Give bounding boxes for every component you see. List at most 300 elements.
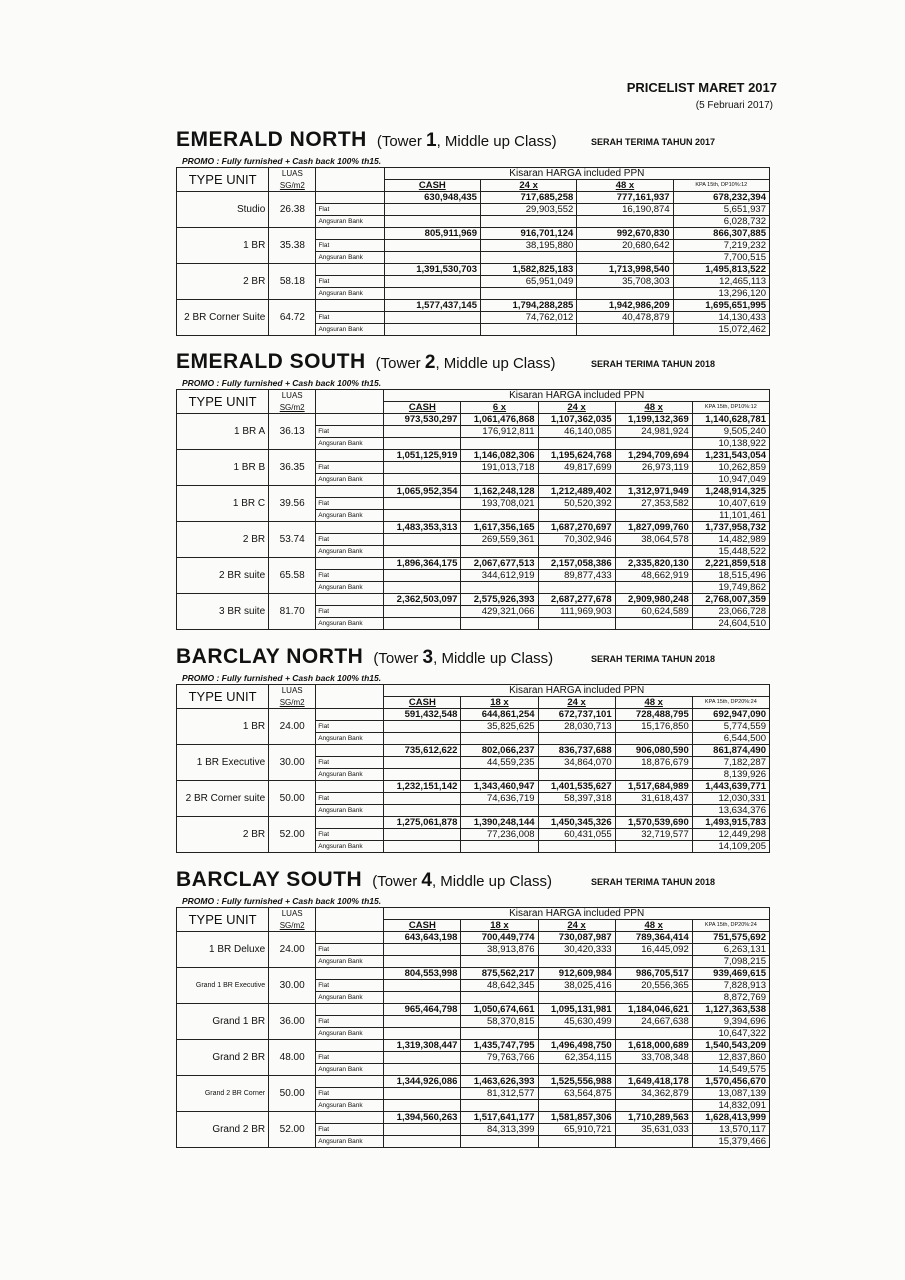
installment-value: 191,013,718 xyxy=(461,462,538,474)
blank-cell xyxy=(615,733,692,745)
blank-cell xyxy=(316,522,384,534)
blank-cell xyxy=(316,781,384,793)
price-value: 1,687,270,697 xyxy=(538,522,615,534)
unit-area: 39.56 xyxy=(269,486,316,522)
flat-label: Flat xyxy=(316,534,384,546)
price-value: 678,232,394 xyxy=(673,192,769,204)
flat-label: Flat xyxy=(316,1052,384,1064)
tower-suffix: , Middle up Class) xyxy=(433,650,554,667)
unit-area: 24.00 xyxy=(269,932,316,968)
installment-value: 20,556,365 xyxy=(615,980,692,992)
flat-label: Flat xyxy=(316,312,384,324)
installment-value: 79,763,766 xyxy=(461,1052,538,1064)
blank-cell xyxy=(384,1136,461,1148)
unit-area: 50.00 xyxy=(269,1076,316,1112)
blank-cell xyxy=(615,992,692,1004)
type-unit-header: TYPE UNIT xyxy=(177,908,269,932)
price-value: 1,195,624,768 xyxy=(538,450,615,462)
installment-value: 28,030,713 xyxy=(538,721,615,733)
price-value: 1,737,958,732 xyxy=(692,522,769,534)
price-row xyxy=(177,1112,770,1124)
price-row xyxy=(177,817,770,829)
type-unit-header: TYPE UNIT xyxy=(177,168,269,192)
tower-suffix: , Middle up Class) xyxy=(436,133,557,150)
blank-cell xyxy=(538,618,615,630)
installment-value: 32,719,577 xyxy=(615,829,692,841)
luas-unit-header: SG/m2 xyxy=(269,180,316,192)
bank-label: Angsuran Bank xyxy=(316,510,384,522)
price-value: 1,827,099,760 xyxy=(615,522,692,534)
blank-cell xyxy=(316,228,384,240)
price-value: 2,362,503,097 xyxy=(384,594,461,606)
installment-value: 40,478,879 xyxy=(577,312,673,324)
promo-text: PROMO : Fully furnished + Cash back 100% th15. xyxy=(182,378,382,388)
installment-value: 65,951,049 xyxy=(480,276,576,288)
section-title xyxy=(176,128,776,156)
installment-value: 10,407,619 xyxy=(692,498,769,510)
blank-cell xyxy=(461,733,538,745)
price-value: 2,067,677,513 xyxy=(461,558,538,570)
installment-value: 193,708,021 xyxy=(461,498,538,510)
bank-label: Angsuran Bank xyxy=(316,805,384,817)
price-row xyxy=(177,1076,770,1088)
price-value: 1,248,914,325 xyxy=(692,486,769,498)
installment-value xyxy=(384,1052,461,1064)
bank-installment-value: 14,549,575 xyxy=(692,1064,769,1076)
price-value: 861,874,490 xyxy=(692,745,769,757)
price-value: 906,080,590 xyxy=(615,745,692,757)
blank-cell xyxy=(538,438,615,450)
price-value: 1,391,530,703 xyxy=(384,264,480,276)
blank-cell xyxy=(538,546,615,558)
payment-column-header: 24 x xyxy=(538,697,615,709)
unit-area: 64.72 xyxy=(269,300,316,336)
price-value: 1,483,353,313 xyxy=(384,522,461,534)
price-value: 836,737,688 xyxy=(538,745,615,757)
payment-column-header: 24 x xyxy=(480,180,576,192)
blank-cell xyxy=(384,1028,461,1040)
installment-value: 176,912,811 xyxy=(461,426,538,438)
blank-cell xyxy=(615,805,692,817)
installment-value: 58,370,815 xyxy=(461,1016,538,1028)
price-value: 866,307,885 xyxy=(673,228,769,240)
payment-column-header: 48 x xyxy=(615,920,692,932)
bank-installment-value: 14,832,091 xyxy=(692,1100,769,1112)
price-row xyxy=(177,1040,770,1052)
installment-value xyxy=(384,204,480,216)
price-value: 1,050,674,661 xyxy=(461,1004,538,1016)
price-value: 630,948,435 xyxy=(384,192,480,204)
bank-label: Angsuran Bank xyxy=(316,324,384,336)
blank-cell xyxy=(316,558,384,570)
unit-type: 2 BR Corner suite xyxy=(177,781,269,817)
price-table xyxy=(176,907,770,1148)
price-value: 1,695,651,995 xyxy=(673,300,769,312)
blank-cell xyxy=(461,474,538,486)
bank-label: Angsuran Bank xyxy=(316,618,384,630)
unit-area: 48.00 xyxy=(269,1040,316,1076)
installment-value xyxy=(384,829,461,841)
price-value: 1,570,456,670 xyxy=(692,1076,769,1088)
payment-column-header: 48 x xyxy=(615,402,692,414)
bank-installment-value: 15,379,466 xyxy=(692,1136,769,1148)
flat-label: Flat xyxy=(316,757,384,769)
unit-area: 24.00 xyxy=(269,709,316,745)
luas-header: LUAS xyxy=(269,390,316,402)
tower-suffix: , Middle up Class) xyxy=(431,873,553,890)
price-value: 2,687,277,678 xyxy=(538,594,615,606)
price-range-header: Kisaran HARGA included PPN xyxy=(384,168,769,180)
installment-value: 29,903,552 xyxy=(480,204,576,216)
price-value: 1,162,248,128 xyxy=(461,486,538,498)
price-row xyxy=(177,709,770,721)
price-value: 643,643,198 xyxy=(384,932,461,944)
bank-installment-value: 13,634,376 xyxy=(692,805,769,817)
installment-value xyxy=(384,1016,461,1028)
tower-suffix: , Middle up Class) xyxy=(435,355,556,372)
blank-cell xyxy=(384,474,461,486)
price-value: 1,517,684,989 xyxy=(615,781,692,793)
unit-type: 1 BR Executive xyxy=(177,745,269,781)
price-section xyxy=(176,350,776,630)
tower-number: 1 xyxy=(426,130,437,151)
blank-cell xyxy=(316,1004,384,1016)
flat-label: Flat xyxy=(316,793,384,805)
bank-installment-value: 10,647,322 xyxy=(692,1028,769,1040)
price-value: 735,612,622 xyxy=(384,745,461,757)
price-row xyxy=(177,1004,770,1016)
unit-type: 1 BR A xyxy=(177,414,269,450)
price-value: 591,432,548 xyxy=(384,709,461,721)
bank-installment-value: 19,749,862 xyxy=(692,582,769,594)
blank-cell xyxy=(461,841,538,853)
price-value: 1,061,476,868 xyxy=(461,414,538,426)
unit-area: 30.00 xyxy=(269,745,316,781)
bank-installment-value: 13,296,120 xyxy=(673,288,769,300)
promo-text: PROMO : Fully furnished + Cash back 100% th15. xyxy=(182,896,382,906)
flat-label: Flat xyxy=(316,1124,384,1136)
installment-value: 30,420,333 xyxy=(538,944,615,956)
blank-cell xyxy=(577,324,673,336)
price-value: 1,713,998,540 xyxy=(577,264,673,276)
price-value: 1,199,132,369 xyxy=(615,414,692,426)
installment-value: 12,837,860 xyxy=(692,1052,769,1064)
bank-installment-value: 7,700,515 xyxy=(673,252,769,264)
installment-value: 13,570,117 xyxy=(692,1124,769,1136)
price-row xyxy=(177,300,770,312)
kpa-column-header: KPA 15th, DP20%:24 xyxy=(692,697,769,709)
blank-cell xyxy=(461,510,538,522)
installment-value: 14,482,989 xyxy=(692,534,769,546)
installment-value: 63,564,875 xyxy=(538,1088,615,1100)
blank-cell xyxy=(615,618,692,630)
blank-cell xyxy=(316,594,384,606)
unit-area: 53.74 xyxy=(269,522,316,558)
price-value: 1,294,709,694 xyxy=(615,450,692,462)
price-value: 751,575,692 xyxy=(692,932,769,944)
bank-installment-value: 15,072,462 xyxy=(673,324,769,336)
flat-label: Flat xyxy=(316,570,384,582)
price-value: 1,525,556,988 xyxy=(538,1076,615,1088)
blank-cell xyxy=(384,733,461,745)
price-value: 912,609,984 xyxy=(538,968,615,980)
blank-cell xyxy=(316,192,384,204)
price-value: 1,394,560,263 xyxy=(384,1112,461,1124)
installment-value: 7,219,232 xyxy=(673,240,769,252)
price-value: 2,157,058,386 xyxy=(538,558,615,570)
installment-value xyxy=(384,793,461,805)
price-value: 1,146,082,306 xyxy=(461,450,538,462)
installment-value: 12,030,331 xyxy=(692,793,769,805)
price-table xyxy=(176,389,770,630)
installment-value xyxy=(384,944,461,956)
installment-value xyxy=(384,240,480,252)
bank-installment-value: 10,138,922 xyxy=(692,438,769,450)
payment-column-header: 48 x xyxy=(577,180,673,192)
installment-value: 89,877,433 xyxy=(538,570,615,582)
price-value: 1,435,747,795 xyxy=(461,1040,538,1052)
bank-label: Angsuran Bank xyxy=(316,216,384,228)
price-value: 644,861,254 xyxy=(461,709,538,721)
installment-value: 34,864,070 xyxy=(538,757,615,769)
blank-cell xyxy=(461,1136,538,1148)
price-value: 672,737,101 xyxy=(538,709,615,721)
header-row xyxy=(177,390,770,402)
installment-value: 34,362,879 xyxy=(615,1088,692,1100)
price-value: 1,493,915,783 xyxy=(692,817,769,829)
unit-area: 52.00 xyxy=(269,1112,316,1148)
price-value: 1,232,151,142 xyxy=(384,781,461,793)
blank-cell xyxy=(538,510,615,522)
blank-cell xyxy=(538,582,615,594)
pricelist-title: PRICELIST MARET 2017 xyxy=(626,80,777,95)
tower-number: 3 xyxy=(422,647,434,668)
blank-cell xyxy=(615,1136,692,1148)
luas-header: LUAS xyxy=(269,685,316,697)
unit-area: 26.38 xyxy=(269,192,316,228)
price-value: 777,161,937 xyxy=(577,192,673,204)
price-row xyxy=(177,264,770,276)
blank-cell xyxy=(615,1028,692,1040)
installment-value: 74,636,719 xyxy=(461,793,538,805)
bank-installment-value: 8,872,769 xyxy=(692,992,769,1004)
unit-area: 50.00 xyxy=(269,781,316,817)
unit-type: 2 BR xyxy=(177,817,269,853)
installment-value: 24,667,638 xyxy=(615,1016,692,1028)
installment-value xyxy=(384,606,461,618)
price-value: 728,488,795 xyxy=(615,709,692,721)
kpa-column-header: KPA 15th, DP10%:12 xyxy=(692,402,769,414)
price-value: 1,344,926,086 xyxy=(384,1076,461,1088)
blank-cell xyxy=(615,1064,692,1076)
installment-value: 15,176,850 xyxy=(615,721,692,733)
flat-label: Flat xyxy=(316,980,384,992)
installment-value xyxy=(384,426,461,438)
tower-info xyxy=(372,870,553,891)
price-value: 1,065,952,354 xyxy=(384,486,461,498)
unit-area: 65.58 xyxy=(269,558,316,594)
handover-year: SERAH TERIMA TAHUN 2018 xyxy=(591,877,716,887)
payment-column-header: 18 x xyxy=(461,920,538,932)
blank-cell xyxy=(615,510,692,522)
installment-value: 24,981,924 xyxy=(615,426,692,438)
tower-prefix: (Tower xyxy=(372,873,422,890)
luas-unit-header: SG/m2 xyxy=(269,920,316,932)
unit-type: 2 BR suite xyxy=(177,558,269,594)
installment-value: 48,662,919 xyxy=(615,570,692,582)
unit-type: 1 BR B xyxy=(177,450,269,486)
price-value: 1,942,986,209 xyxy=(577,300,673,312)
installment-value: 38,025,416 xyxy=(538,980,615,992)
installment-value xyxy=(384,570,461,582)
blank-cell xyxy=(316,709,384,721)
unit-type: 1 BR C xyxy=(177,486,269,522)
blank-cell xyxy=(316,1112,384,1124)
installment-value: 46,140,085 xyxy=(538,426,615,438)
blank-cell xyxy=(384,582,461,594)
blank-header xyxy=(316,168,384,192)
project-name: EMERALD SOUTH xyxy=(176,350,366,373)
installment-value: 77,236,008 xyxy=(461,829,538,841)
installment-value xyxy=(384,498,461,510)
installment-value: 12,465,113 xyxy=(673,276,769,288)
blank-cell xyxy=(615,841,692,853)
tower-info xyxy=(376,130,557,151)
bank-label: Angsuran Bank xyxy=(316,841,384,853)
flat-label: Flat xyxy=(316,498,384,510)
installment-value: 18,515,496 xyxy=(692,570,769,582)
price-row xyxy=(177,594,770,606)
installment-value: 269,559,361 xyxy=(461,534,538,546)
luas-unit-header: SG/m2 xyxy=(269,402,316,414)
bank-installment-value: 10,947,049 xyxy=(692,474,769,486)
bank-installment-value: 8,139,926 xyxy=(692,769,769,781)
blank-cell xyxy=(384,805,461,817)
price-value: 1,570,539,690 xyxy=(615,817,692,829)
blank-cell xyxy=(316,1040,384,1052)
price-value: 2,335,820,130 xyxy=(615,558,692,570)
flat-label: Flat xyxy=(316,1088,384,1100)
price-value: 1,312,971,949 xyxy=(615,486,692,498)
installment-value: 60,624,589 xyxy=(615,606,692,618)
price-row xyxy=(177,486,770,498)
bank-label: Angsuran Bank xyxy=(316,956,384,968)
installment-value: 65,910,721 xyxy=(538,1124,615,1136)
blank-cell xyxy=(615,582,692,594)
promo-text: PROMO : Fully furnished + Cash back 100% th15. xyxy=(182,156,382,166)
blank-header xyxy=(316,908,384,932)
price-value: 804,553,998 xyxy=(384,968,461,980)
installment-value: 84,313,399 xyxy=(461,1124,538,1136)
blank-cell xyxy=(316,1076,384,1088)
payment-column-header: CASH xyxy=(384,402,461,414)
bank-installment-value: 24,604,510 xyxy=(692,618,769,630)
blank-cell xyxy=(461,1100,538,1112)
installment-value: 35,825,625 xyxy=(461,721,538,733)
handover-year: SERAH TERIMA TAHUN 2018 xyxy=(591,654,716,664)
installment-value xyxy=(384,980,461,992)
price-value: 965,464,798 xyxy=(384,1004,461,1016)
header-row xyxy=(177,168,770,180)
blank-cell xyxy=(316,450,384,462)
installment-value: 81,312,577 xyxy=(461,1088,538,1100)
bank-label: Angsuran Bank xyxy=(316,546,384,558)
installment-value xyxy=(384,1088,461,1100)
payment-column-header: 24 x xyxy=(538,402,615,414)
blank-cell xyxy=(538,805,615,817)
price-section xyxy=(176,128,776,336)
flat-label: Flat xyxy=(316,944,384,956)
bank-installment-value: 6,028,732 xyxy=(673,216,769,228)
price-range-header: Kisaran HARGA included PPN xyxy=(384,908,770,920)
section-title xyxy=(176,868,776,896)
price-value: 1,617,356,165 xyxy=(461,522,538,534)
price-value: 1,319,308,447 xyxy=(384,1040,461,1052)
installment-value: 7,182,287 xyxy=(692,757,769,769)
bank-installment-value: 7,098,215 xyxy=(692,956,769,968)
installment-value xyxy=(384,312,480,324)
price-range-header: Kisaran HARGA included PPN xyxy=(384,685,770,697)
bank-label: Angsuran Bank xyxy=(316,1136,384,1148)
section-title xyxy=(176,350,776,378)
installment-value: 62,354,115 xyxy=(538,1052,615,1064)
price-table xyxy=(176,684,770,853)
blank-cell xyxy=(384,216,480,228)
installment-value xyxy=(384,757,461,769)
blank-cell xyxy=(538,1136,615,1148)
installment-value: 33,708,348 xyxy=(615,1052,692,1064)
installment-value: 16,190,874 xyxy=(577,204,673,216)
installment-value: 35,708,303 xyxy=(577,276,673,288)
blank-cell xyxy=(461,546,538,558)
bank-installment-value: 14,109,205 xyxy=(692,841,769,853)
blank-cell xyxy=(480,216,576,228)
blank-cell xyxy=(538,769,615,781)
blank-cell xyxy=(316,300,384,312)
unit-type: Grand 1 BR Executive xyxy=(177,968,269,1004)
bank-label: Angsuran Bank xyxy=(316,733,384,745)
bank-label: Angsuran Bank xyxy=(316,474,384,486)
price-value: 1,107,362,035 xyxy=(538,414,615,426)
handover-year: SERAH TERIMA TAHUN 2018 xyxy=(591,359,716,369)
blank-cell xyxy=(384,769,461,781)
price-value: 986,705,517 xyxy=(615,968,692,980)
installment-value: 344,612,919 xyxy=(461,570,538,582)
blank-cell xyxy=(615,769,692,781)
unit-type: Grand 2 BR Corner xyxy=(177,1076,269,1112)
blank-cell xyxy=(316,932,384,944)
payment-column-header: CASH xyxy=(384,180,480,192)
payment-column-header: 24 x xyxy=(538,920,615,932)
blank-cell xyxy=(384,252,480,264)
price-value: 1,443,639,771 xyxy=(692,781,769,793)
tower-info xyxy=(373,647,554,668)
tower-prefix: (Tower xyxy=(376,133,427,150)
blank-cell xyxy=(577,216,673,228)
installment-value xyxy=(384,534,461,546)
blank-cell xyxy=(316,817,384,829)
price-value: 1,577,437,145 xyxy=(384,300,480,312)
blank-cell xyxy=(615,438,692,450)
price-value: 805,911,969 xyxy=(384,228,480,240)
flat-label: Flat xyxy=(316,240,384,252)
payment-column-header: 48 x xyxy=(615,697,692,709)
unit-type: 3 BR suite xyxy=(177,594,269,630)
price-value: 1,581,857,306 xyxy=(538,1112,615,1124)
installment-value: 31,618,437 xyxy=(615,793,692,805)
price-value: 1,127,363,538 xyxy=(692,1004,769,1016)
blank-cell xyxy=(384,992,461,1004)
